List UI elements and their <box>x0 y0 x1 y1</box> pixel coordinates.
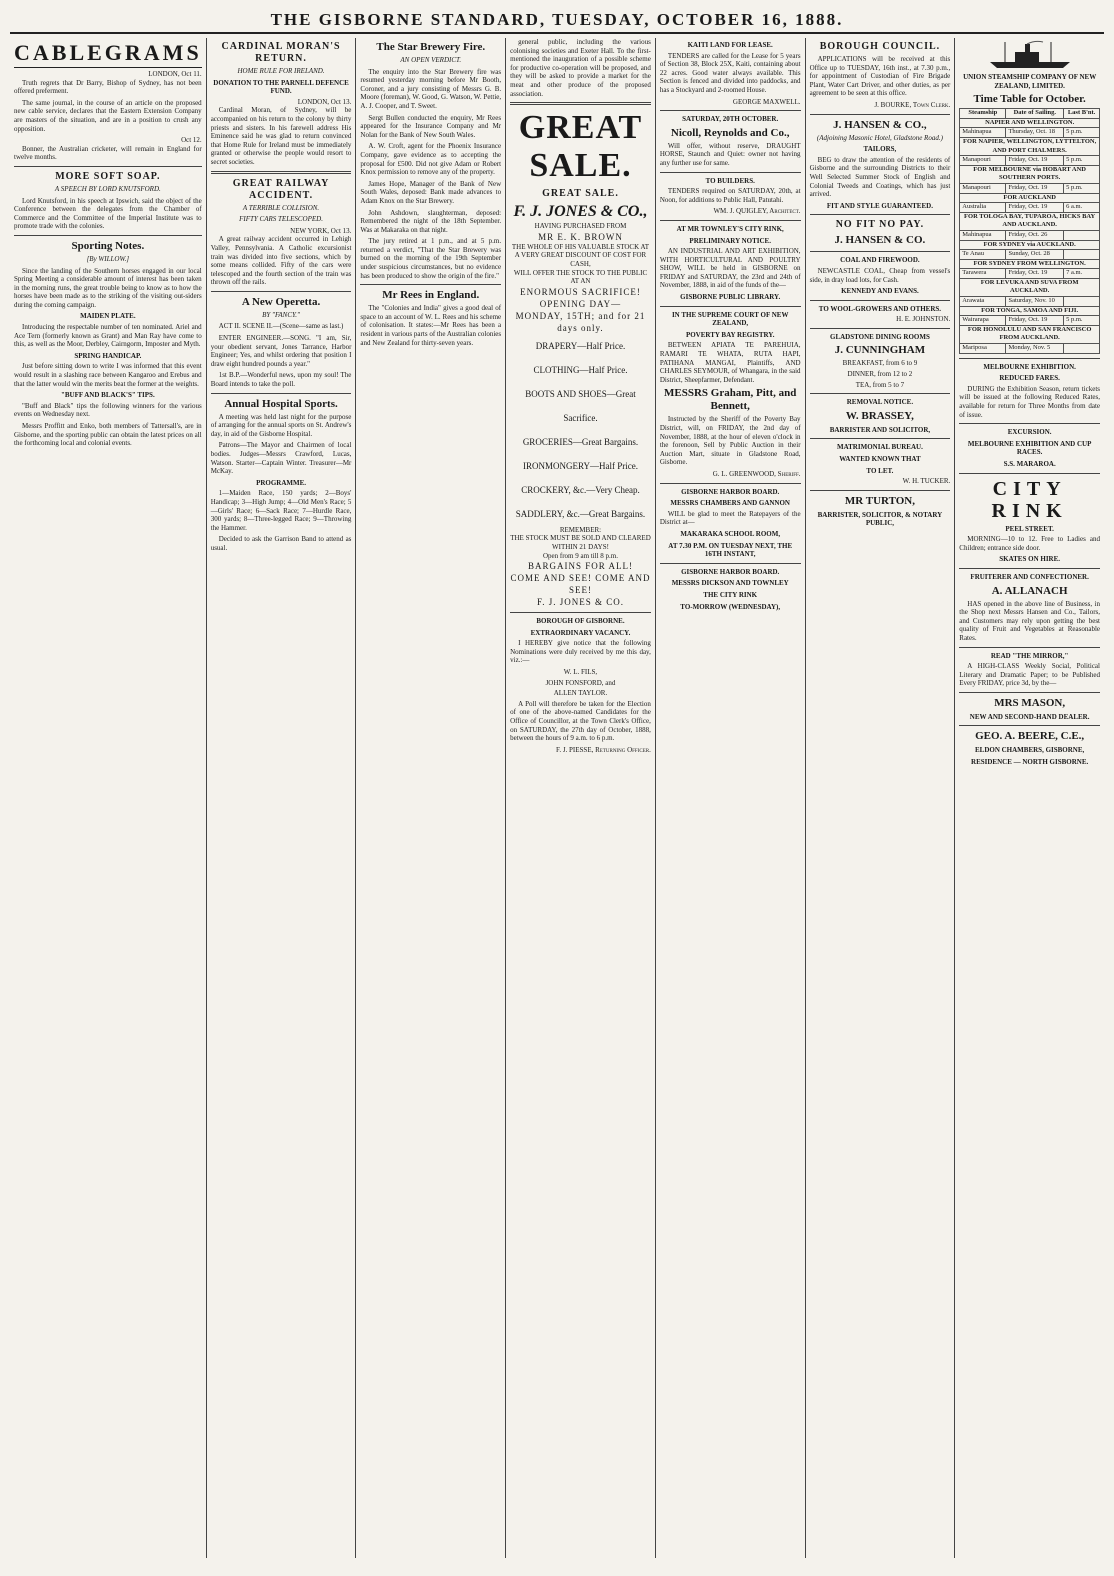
firm-name: J. HANSEN & CO., <box>833 118 927 131</box>
byline: [By WILLOW.] <box>86 254 130 263</box>
article-paragraph: James Hope, Manager of the Bank of New South Wales, deposed: Bank made advances to Adam Knox on the Star Brewery. <box>360 179 502 205</box>
notice-subheading: PEEL STREET. <box>1005 524 1054 533</box>
notice-heading: KAITI LAND FOR LEASE. <box>687 41 773 49</box>
meal-time: BREAKFAST, from 6 to 9 <box>842 359 918 368</box>
table-cell-date: Friday, Oct. 19 <box>1006 203 1064 213</box>
column-notices <box>656 38 806 1558</box>
table-cell-date: Friday, Oct. 19 <box>1006 269 1064 279</box>
article-paragraph: Lord Knutsford, in his speech at Ipswich, said the object of the Conference between the delegates from the Chamber of Commerce and the Committee of the Imperial Institute was to promote trade with the colonies. <box>14 196 202 231</box>
table-cell-ship: Tarawera <box>960 269 1006 279</box>
notice-subheading: ELDON CHAMBERS, GISBORNE, <box>974 746 1085 755</box>
notice-paragraph: I HEREBY give notice that the following Nominations were duly received by me this day, viz.:— <box>510 639 651 665</box>
article-paragraph: Decided to ask the Garrison Band to attend as usual. <box>210 535 352 552</box>
article-heading: Sporting Notes. <box>71 239 145 252</box>
byline: BY "FANCY." <box>262 310 300 319</box>
divider <box>810 393 951 394</box>
article-subheading: HOME RULE FOR IRELAND. <box>237 67 325 75</box>
meal-time: TEA, from 5 to 7 <box>855 380 905 389</box>
notice-heading: TO BUILDERS. <box>705 176 755 185</box>
article-subheading: A TERRIBLE COLLISION. <box>242 203 320 212</box>
divider <box>810 251 951 252</box>
article-subheading: SPRING HANDICAP. <box>74 351 142 360</box>
sale-item: SADDLERY, &c.—Great Bargains. <box>515 508 646 519</box>
article-subheading: DONATION TO THE PARNELL DEFENCE FUND. <box>213 78 349 96</box>
firm-name: MESSRS Graham, Pitt, and Bennett, <box>664 387 797 413</box>
article-paragraph: 1—Maiden Race, 150 yards; 2—Boys' Handicap; 3—High Jump; 4—Old Men's Race; 5—Girls' Race; 6—Sack Race; 7—Hurdle Race, 300 yards; 8—Three-legged Race; 9—Throwing the Hammer. <box>210 489 352 532</box>
notice-heading: TO LET. <box>866 466 894 475</box>
notice-subheading: PRELIMINARY NOTICE. <box>689 236 771 245</box>
bargains-text: BARGAINS FOR ALL! <box>527 561 633 572</box>
signature: F. J. PIESSE, Returning Officer. <box>555 745 651 754</box>
divider <box>959 568 1100 569</box>
divider <box>360 284 501 285</box>
brand-sub: HAVING PURCHASED FROM <box>534 222 627 231</box>
opening-date: MONDAY, 15TH; and for 21 days only. <box>515 310 646 333</box>
signature: W. H. TUCKER. <box>902 477 951 486</box>
divider <box>959 725 1100 726</box>
article-paragraph: ACT II. SCENE II.—(Scene—same as last.) <box>218 322 344 331</box>
notice-paragraph: HAS opened in the above line of Business, in the Shop next Messrs Hansen and Co., Tailors, and Customers may rely upon getting the best quality of Fruit and Vegetables at Reasonable Rates. <box>959 599 1100 642</box>
notice-paragraph: MORNING—10 to 12. Free to Ladies and Children; entrance side door. <box>959 535 1100 552</box>
city-rink-heading: CITY RINK <box>991 477 1068 522</box>
route-heading-row <box>960 118 1100 128</box>
notice-subheading: BARRISTER, SOLICITOR, & NOTARY PUBLIC, <box>817 510 943 528</box>
article-heading: A New Operetta. <box>241 295 321 308</box>
sale-item: CLOTHING—Half Price. <box>533 364 628 375</box>
steamship-icon <box>985 40 1075 70</box>
sale-item: BOOTS AND SHOES—Great Sacrifice. <box>525 388 636 423</box>
table-row <box>960 128 1100 138</box>
cleared-text: THE STOCK MUST BE SOLD AND CLEARED WITHIN 21 DAYS! <box>510 534 651 551</box>
article-paragraph: Since the landing of the Southern horses engaged in our local Spring Meeting a considerable amount of interest has been taken in the morning runs, the great trouble being to know as to how the horses have been made as to the striking of the visiting out-siders during the coming campaign. <box>14 266 202 309</box>
firm-name: Nicoll, Reynolds and Co., <box>670 126 790 139</box>
nominee: W. L. FILS, <box>563 668 598 677</box>
opening-text: OPENING DAY— <box>539 298 622 309</box>
route-heading: FOR AUCKLAND <box>960 193 1100 203</box>
signature: KENNEDY AND EVANS. <box>841 287 919 296</box>
notice-heading: NO FIT NO PAY. <box>835 219 925 231</box>
table-cell-ship: Manapouri <box>960 183 1006 193</box>
divider <box>959 423 1100 424</box>
notice-paragraph: NEWCASTLE COAL, Cheap from vessel's side, in dray load lots, for Cash. <box>809 266 951 284</box>
firm-name: MRS MASON, <box>994 696 1066 709</box>
sale-item: GROCERIES—Great Bargains. <box>522 436 639 447</box>
notice-paragraph: BEG to draw the attention of the residents of Gisborne and the surrounding Districts to their Well Selected Summer Stock of English and Colonial Tweeds and Coatings, which has just arrived. <box>809 155 951 199</box>
route-heading-row <box>960 165 1100 183</box>
table-cell-ship: Mahinapua <box>960 128 1006 138</box>
divider <box>660 306 801 307</box>
company-name: UNION STEAMSHIP COMPANY OF NEW ZEALAND, LIMITED. <box>963 73 1097 90</box>
firm-name: J. CUNNINGHAM <box>834 344 926 357</box>
divider <box>14 166 202 167</box>
firm-name: MESSRS DICKSON AND TOWNLEY <box>671 579 789 588</box>
article-subheading: PROGRAMME. <box>256 478 307 487</box>
table-cell-date: Thursday, Oct. 18 <box>1006 128 1064 138</box>
table-cell-time <box>1064 344 1100 354</box>
signature: J. BOURKE, Town Clerk. <box>874 100 951 109</box>
article-heading: CARDINAL MORAN'S RETURN. <box>221 41 341 64</box>
notice-paragraph: A Poll will therefore be taken for the Election of one of the above-named Candidates for the Office of Councillor, at the Town Clerk's Office, on SATURDAY, the 27th day of October, 1888, between the hours of 9 a.m. to 6 p.m. <box>510 699 651 743</box>
signature: H. E. JOHNSTON. <box>896 315 951 324</box>
remember-text: REMEMBER: <box>559 525 602 534</box>
notice-paragraph: TENDERS required on SATURDAY, 20th, at Noon, for additions to Public Hall, Patutahi. <box>659 187 801 204</box>
notice-subheading: SKATES ON HIRE. <box>999 555 1061 564</box>
route-heading-row <box>960 278 1100 296</box>
table-row <box>960 183 1100 193</box>
firm-name: MR TURTON, <box>844 494 915 507</box>
table-row <box>960 297 1100 307</box>
article-paragraph: ENTER ENGINEER.—SONG. "I am, Sir, your obedient servant, Jones Tarrance, Harbor Engineer; Yes, and whilst ordering that position I draw eight hundred pounds a year." <box>210 334 352 368</box>
notice-heading: COAL AND FIREWOOD. <box>840 256 920 265</box>
article-paragraph: John Ashdown, slaughterman, deposed: Remembered the night of the 18th September. Was at Makaraka on that night. <box>360 208 502 234</box>
table-header: Steamship <box>960 109 1006 119</box>
article-paragraph: Cardinal Moran, of Sydney, will be accompanied on his return to the colony by thirty priests and sisters. In his farewell address His Eminence said he was glad to return convinced that Home Rule for Ireland must be immediately granted or otherwise the people would resort to secret societies. <box>210 106 352 166</box>
ad-heading-great-sale: GREAT SALE. <box>518 109 643 185</box>
meeting-time: AT 7.30 P.M. ON TUESDAY NEXT, THE 16TH INSTANT, <box>668 541 793 559</box>
article-paragraph: Introducing the respectable number of ten nominated. Ariel and Ace Tern (formerly known as Grant) and Man Ray have come to this, as well as the Moor, Derbley, Cairngorm, Imposter and Myth. <box>14 323 202 349</box>
table-cell-date: Friday, Oct. 19 <box>1006 156 1064 166</box>
article-paragraph: Messrs Proffitt and Enko, both members of Tattersall's, are in Gisborne, and the sporting public can obtain the latest prices on all the forthcoming local and colonial events. <box>14 422 202 448</box>
notice-paragraph: AN INDUSTRIAL AND ART EXHIBITION, WITH HORTICULTURAL AND POULTRY SHOW, WILL be held in GISBORNE on FRIDAY and SATURDAY, the 23rd and 24th of November, 1888, in aid of the funds of the— <box>659 247 801 290</box>
article-subheading: FIFTY CARS TELESCOPED. <box>239 215 323 224</box>
divider <box>810 214 951 215</box>
notice-subheading: REDUCED FARES. <box>999 374 1060 383</box>
notice-heading: MATRIMONIAL BUREAU. <box>837 443 923 452</box>
divider <box>660 110 801 111</box>
notice-heading: GISBORNE HARBOR BOARD. <box>681 567 780 576</box>
table-row <box>960 230 1100 240</box>
table-cell-ship: Australia <box>960 203 1006 213</box>
divider <box>510 102 651 105</box>
article-heading: Mr Rees in England. <box>382 289 480 302</box>
notice-heading: FRUITERER AND CONFECTIONER. <box>970 572 1089 581</box>
route-heading: FOR LEVUKA AND SUVA FROM AUCKLAND. <box>960 278 1100 296</box>
timetable-heading: Time Table for October. <box>973 93 1086 106</box>
route-heading-row <box>960 212 1100 230</box>
column-cablegrams <box>10 38 207 1558</box>
divider <box>810 438 951 439</box>
notice-heading: READ "THE MIRROR," <box>990 651 1069 660</box>
table-cell-date: Saturday, Nov. 10 <box>1006 297 1064 307</box>
notice-subheading: EXTRAORDINARY VACANCY. <box>530 628 631 637</box>
nominee: JOHN FONSFORD, and <box>545 678 616 687</box>
article-heading: GREAT RAILWAY ACCIDENT. <box>232 177 330 201</box>
notice-paragraph: Instructed by the Sheriff of the Poverty Bay District, will, on FRIDAY, the 2nd day of November, 1888, at the hour of eleven o'clock in the forenoon, Sell by Public Auction in their Auction Mart, situate in Gladstone Road, Gisborne. <box>659 415 801 467</box>
notice-paragraph: A HIGH-CLASS Weekly Social, Political Literary and Dramatic Paper; to be Published Every FRIDAY, price 3d, by the— <box>959 662 1100 688</box>
notice-paragraph: BETWEEN APIATA TE PAREHUIA, RAMARI TE WHATA, RUTA HAPI, PATIHANA MANGAI, Plaintiffs, AND CHARLES SEYMOUR, of Whangara, in the said District, Sheepfarmer, Defendant. <box>659 341 801 384</box>
divider <box>211 393 352 394</box>
notice-heading: BOROUGH OF GISBORNE. <box>536 617 625 626</box>
notice-heading: REMOVAL NOTICE. <box>846 398 914 407</box>
stock-text: THE WHOLE OF HIS VALUABLE STOCK AT A VERY GREAT DISCOUNT OF COST FOR CASH, <box>511 242 650 268</box>
table-row <box>960 156 1100 166</box>
notice-footer: RESIDENCE — NORTH GISBORNE. <box>971 758 1089 767</box>
divider <box>810 328 951 329</box>
signature: GEORGE MAXWELL. <box>732 97 801 106</box>
come-text: COME AND SEE! COME AND SEE! <box>510 573 651 596</box>
seller-name: MR E. K. BROWN <box>538 231 623 242</box>
notice-heading: TO WOOL-GROWERS AND OTHERS. <box>818 304 942 313</box>
divider <box>211 291 352 292</box>
table-cell-time: 6 a.m. <box>1064 203 1100 213</box>
table-cell-ship: Arawata <box>960 297 1006 307</box>
divider <box>660 563 801 564</box>
timetable <box>959 108 1100 353</box>
hours-text: Open from 9 am till 8 p.m. <box>542 551 618 560</box>
table-cell-ship: Te Anau <box>960 250 1006 260</box>
notice-subheading: MELBOURNE EXHIBITION AND CUP RACES. <box>967 439 1092 457</box>
article-paragraph: Bonner, the Australian cricketer, will remain in England for twelve months. <box>14 144 202 162</box>
divider <box>660 483 801 484</box>
table-cell-time <box>1064 230 1100 240</box>
route-heading-row <box>960 193 1100 203</box>
article-paragraph: Patrons—The Mayor and Chairmen of local bodies. Judges—Messrs Crawford, Lucas, Watson. Starter—Captain Winter. Treasurer—Mr McKay. <box>210 441 352 476</box>
notice-heading: AT MR TOWNLEY'S CITY RINK, <box>676 224 784 233</box>
table-cell-time: 7 a.m. <box>1064 269 1100 279</box>
signature: G. L. GREENWOOD, Sheriff. <box>712 469 801 478</box>
table-row <box>960 269 1100 279</box>
route-heading: NAPIER AND WELLINGTON. <box>960 118 1100 128</box>
route-heading-row <box>960 259 1100 269</box>
article-subheading: AN OPEN VERDICT. <box>400 56 462 64</box>
dateline: Oct 12. <box>181 136 202 145</box>
notice-paragraph: Will offer, without reserve, DRAUGHT HORSE, Staunch and Quiet: owner not having any further use for same. <box>659 141 801 167</box>
article-paragraph: The enquiry into the Star Brewery fire was resumed yesterday morning before Mr Booth, Coroner, and a jury consisting of Messrs G. B. Moore (foreman), W. Good, G. Watson, W. Pettie, A. J. Cooper, and T. Sweet. <box>360 67 502 110</box>
divider <box>660 220 801 221</box>
firm-name: W. BRASSEY, <box>845 409 914 422</box>
article-paragraph: The jury retired at 1 p.m., and at 5 p.m. returned a verdict, "That the Star Brewery was burned on the morning of the 19th September under suspicious circumstances, but no evidence has been produced to show the origin of the fire." <box>360 237 502 280</box>
table-cell-time: 5 p.m. <box>1064 183 1100 193</box>
offer-text: WILL OFFER THE STOCK TO THE PUBLIC AT AN <box>513 268 648 286</box>
article-heading: The Star Brewery Fire. <box>376 41 486 53</box>
table-cell-date: Sunday, Oct. 28 <box>1006 250 1064 260</box>
venue: THE CITY RINK <box>703 590 758 599</box>
notice-heading: SATURDAY, 20TH OCTOBER. <box>682 115 779 124</box>
table-cell-date: Friday, Oct. 19 <box>1006 316 1064 326</box>
notice-paragraph: TENDERS are called for the Lease for 5 years of Section 38, Block 25X, Kaiti, containing about 22 acres. Good water always available. This Section is fenced and divided into paddocks, and has a Stockyard and 2-roomed House. <box>659 51 801 94</box>
route-heading: FOR HONOLULU AND SAN FRANCISCO FROM AUCKLAND. <box>960 325 1100 343</box>
tagline: FIT AND STYLE GUARANTEED. <box>826 201 933 210</box>
column-borough-council <box>806 38 956 1558</box>
route-heading: FOR MELBOURNE via HOBART AND SOUTHERN PORTS. <box>960 165 1100 183</box>
notice-paragraph: APPLICATIONS will be received at this Office up to TUESDAY, 16th inst., at 7.30 p.m., for appointment of Custodian of Fire Brigade Plant, Water Cart Driver, and other duties, as per agreement to be seen at this office. <box>809 55 951 98</box>
table-cell-ship: Mariposa <box>960 344 1006 354</box>
dateline: LONDON, Oct 11. <box>148 70 202 78</box>
table-cell-time: 5 p.m. <box>1064 156 1100 166</box>
notice-paragraph: DURING the Exhibition Season, return tickets will be issued at the following Reduced Rates, available for return for Three Months from date of issue. <box>959 384 1100 419</box>
columns <box>10 38 1104 1558</box>
dateline: NEW YORK, Oct 13. <box>290 226 352 235</box>
sacrifice-text: ENORMOUS SACRIFICE! <box>520 286 641 297</box>
route-heading-row <box>960 306 1100 316</box>
article-subheading: A SPEECH BY LORD KNUTSFORD. <box>54 184 161 193</box>
notice-heading: GISBORNE HARBOR BOARD. <box>681 487 780 496</box>
route-heading: FOR TOLOGA BAY, TUPAROA, HICKS BAY AND AUCKLAND. <box>960 212 1100 230</box>
ad-subheading: GREAT SALE. <box>542 188 619 200</box>
table-cell-ship: Manapouri <box>960 156 1006 166</box>
column-star-brewery <box>356 38 506 1558</box>
article-paragraph: A. W. Croft, agent for the Phoenix Insurance Company, gave evidence as to accepting the proposal for £500. Did not give Adam or Robert Knox permission to remove any of the property. <box>360 142 502 177</box>
nominee: ALLEN TAYLOR. <box>553 689 608 698</box>
newspaper-page <box>10 8 1104 1560</box>
article-subheading: MAIDEN PLATE. <box>80 312 136 321</box>
route-heading-row <box>960 137 1100 155</box>
divider <box>959 692 1100 693</box>
article-paragraph: Just before sitting down to write I was informed that this event would result in a slashing race between Kangaroo and Erebus and that the latter would win the merits beat the former at the weights. <box>14 362 202 388</box>
divider <box>660 172 801 173</box>
column-steamship <box>955 38 1104 1558</box>
article-heading: Annual Hospital Sports. <box>224 397 338 410</box>
article-paragraph: A meeting was held last night for the purpose of arranging for the annual sports on St. Andrew's day, in aid of the Gisborne Hospital. <box>210 412 352 438</box>
advert-jones <box>510 202 651 608</box>
article-paragraph: A great railway accident occurred in Lehigh Valley, Pennsylvania. A Catholic excursionist train was divided into five sections, which by some means collided. Fifty of the cars were telescoped and the fourth section of the train was thrown off the rails. <box>210 235 352 287</box>
route-heading: FOR SYDNEY via AUCKLAND. <box>960 240 1100 250</box>
brand-name: F. J. JONES & CO., <box>513 203 648 221</box>
table-row <box>960 203 1100 213</box>
cablegrams-heading: CABLEGRAMS <box>14 41 202 68</box>
table-row <box>960 250 1100 260</box>
timetable-body <box>960 118 1100 353</box>
notice-heading: MELBOURNE EXHIBITION. <box>983 362 1076 371</box>
route-heading: FOR SYDNEY FROM WELLINGTON. <box>960 259 1100 269</box>
notice-subheading: GISBORNE PUBLIC LIBRARY. <box>680 293 781 302</box>
article-paragraph: 1st B.P.—Wonderful news, upon my soul! The Board intends to take the poll. <box>210 371 352 389</box>
signature: WM. J. QUIGLEY, Architect. <box>713 207 801 216</box>
notice-heading: EXCURSION. <box>1007 428 1052 437</box>
article-subheading: "BUFF AND BLACK'S" TIPS. <box>60 391 155 400</box>
article-paragraph: The same journal, in the course of an article on the proposed new cable service, declares that the Eastern Extension Company are masters of the situation, and are in a position to crush any opposition. <box>14 98 202 133</box>
table-cell-date: Friday, Oct. 26 <box>1006 230 1064 240</box>
notice-paragraph: WILL be glad to meet the Ratepayers of the District at— <box>659 509 801 527</box>
table-cell-date: Monday, Nov. 5 <box>1006 344 1064 354</box>
divider <box>810 300 951 301</box>
ship-name: S.S. MARAROA. <box>1003 459 1056 468</box>
article-paragraph: "Buff and Black" tips the following winners for the various events on Wednesday next. <box>14 401 202 419</box>
column-great-sale <box>506 38 656 1558</box>
table-cell-time: 5 p.m. <box>1064 128 1100 138</box>
notice-subheading: POVERTY BAY REGISTRY. <box>685 330 775 339</box>
route-heading: FOR NAPIER, WELLINGTON, LYTTELTON, AND PORT CHALMERS. <box>960 137 1100 155</box>
notice-heading: WANTED KNOWN THAT <box>839 455 921 464</box>
table-row <box>960 316 1100 326</box>
table-row <box>960 344 1100 354</box>
firm-name: F. J. JONES & CO. <box>536 597 624 608</box>
sale-item: CROCKERY, &c.—Very Cheap. <box>521 484 640 495</box>
meeting-time: TO-MORROW (WEDNESDAY), <box>680 602 781 611</box>
address: (Adjoining Masonic Hotel, Gladstone Road.) <box>816 133 943 142</box>
divider <box>959 473 1100 474</box>
divider <box>810 114 951 115</box>
notice-subheading: BARRISTER AND SOLICITOR, <box>829 425 931 434</box>
route-heading-row <box>960 240 1100 250</box>
firm-name: GEO. A. BEERE, C.E., <box>975 730 1085 743</box>
firm-name: J. HANSEN & CO. <box>834 234 926 247</box>
divider <box>510 612 651 613</box>
article-paragraph: Truth regrets that Dr Barry, Bishop of Sydney, has not been offered preferment. <box>14 78 202 96</box>
notice-heading: GLADSTONE DINING ROOMS <box>830 332 930 341</box>
article-paragraph: Sergt Bullen conducted the enquiry, Mr Rees appeared for the Insurance Company and Mr Nolan for the Bank of New South Wales. <box>360 113 502 139</box>
column-cardinal-moran <box>207 38 357 1558</box>
article-heading: MORE SOFT SOAP. <box>55 170 161 182</box>
route-heading-row <box>960 325 1100 343</box>
venue: MAKARAKA SCHOOL ROOM, <box>680 529 781 538</box>
table-header: Last B'nt. <box>1064 109 1100 119</box>
table-cell-time <box>1064 297 1100 307</box>
notice-subheading: NEW AND SECOND-HAND DEALER. <box>969 712 1090 721</box>
table-cell-time <box>1064 250 1100 260</box>
table-cell-date: Friday, Oct. 19 <box>1006 183 1064 193</box>
trade: TAILORS, <box>863 145 897 154</box>
divider <box>211 171 352 174</box>
divider <box>810 490 951 491</box>
article-paragraph: The "Colonies and India" gives a good deal of space to an account of W. L. Rees and his scheme of colonisation. It states:—Mr Rees has been a resident in various parts of the Australian colonies and New Zealand for thirty-seven years. <box>360 304 502 347</box>
table-cell-ship: Wairarapa <box>960 316 1006 326</box>
table-header: Date of Sailing. <box>1006 109 1064 119</box>
table-cell-ship: Mahinapua <box>960 230 1006 240</box>
route-heading: FOR TONGA, SAMOA AND FIJI. <box>960 306 1100 316</box>
sale-item: DRAPERY—Half Price. <box>535 340 626 351</box>
divider <box>959 647 1100 648</box>
dateline: LONDON, Oct 13. <box>297 97 352 106</box>
notice-heading: BOROUGH COUNCIL. <box>819 41 941 52</box>
firm-name: MESSRS CHAMBERS AND GANNON <box>670 499 790 508</box>
notice-heading: IN THE SUPREME COURT OF NEW ZEALAND, <box>671 310 789 328</box>
sale-item: IRONMONGERY—Half Price. <box>522 460 638 471</box>
masthead: THE GISBORNE STANDARD, TUESDAY, OCTOBER 16, 1888. <box>10 8 1104 34</box>
article-paragraph: general public, including the various colonising societies and Exeter Hall. To the first-mentioned the inauguration of a possible scheme for productive co-operation will be proposed, and they will be asked to provide a market for the meat and other produce of the proposed association. <box>510 38 651 98</box>
meal-time: DINNER, from 12 to 2 <box>847 370 913 379</box>
firm-name: A. ALLANACH <box>991 584 1068 597</box>
table-cell-time: 5 p.m. <box>1064 316 1100 326</box>
divider <box>14 235 202 236</box>
divider <box>959 358 1100 359</box>
